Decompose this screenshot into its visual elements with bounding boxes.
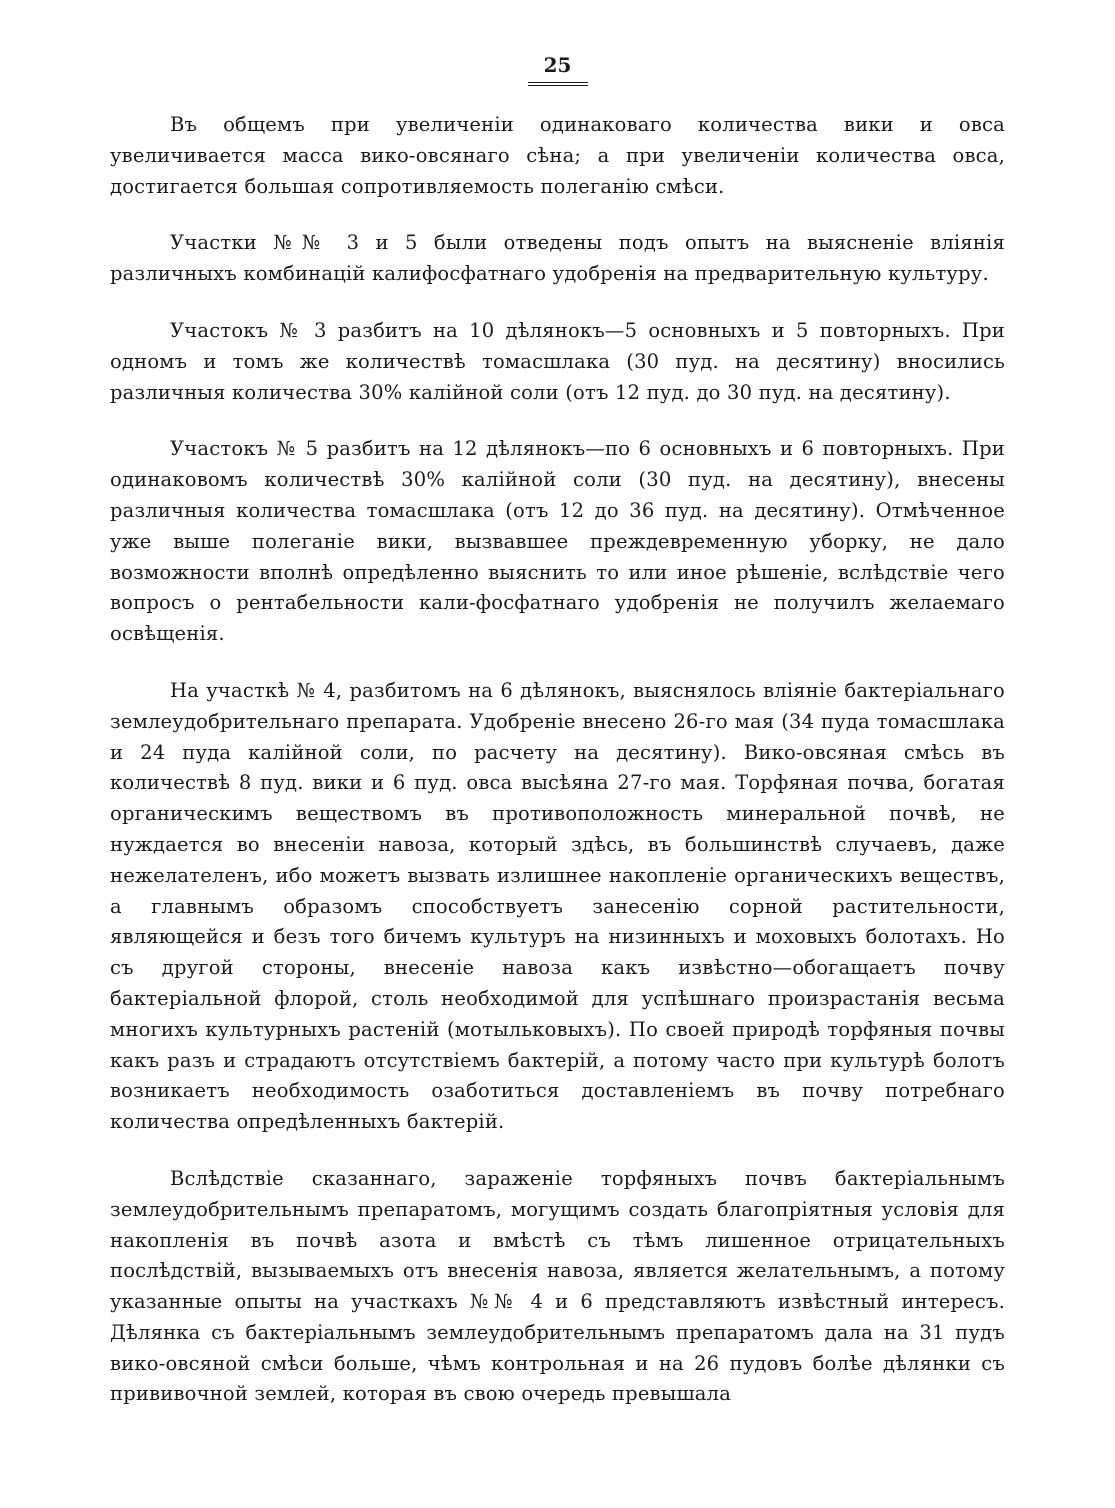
page-number-rule bbox=[528, 82, 588, 86]
paragraph-3: Участокъ № 3 разбитъ на 10 дѣлянокъ—5 основныхъ и 5 повторныхъ. При одномъ и томъ же количествѣ томасшлака (30 пуд. на десятину) вносились различныя количества 30% калійной соли (отъ 12 пуд. до 30 пуд. на десятину). bbox=[110, 318, 1005, 404]
document-page bbox=[110, 52, 1005, 1436]
paragraph-6: Вслѣдствіе сказаннаго, зараженіе торфяныхъ почвъ бактеріальнымъ землеудобрительнымъ препаратомъ, могущимъ создать благопріятныя условія для накопленія въ почвѣ азота и вмѣстѣ съ тѣмъ лишенное отрицательныхъ послѣдствій, вызываемыхъ отъ внесенія навоза, является желательнымъ, а потому указанные опыты на участкахъ №№ 4 и 6 представляютъ извѣстный интересъ. Дѣлянка съ бактеріальнымъ землеудобрительнымъ препаратомъ дала на 31 пудъ вико-овсяной смѣси больше, чѣмъ контрольная и на 26 пудовъ болѣе дѣлянки съ прививочной землей, которая въ свою очередь превышала bbox=[110, 1166, 1005, 1406]
page-number: 25 bbox=[543, 53, 572, 77]
paragraph-5: На участкѣ № 4, разбитомъ на 6 дѣлянокъ, выяснялось вліяніе бактеріальнаго землеудобрительнаго препарата. Удобреніе внесено 26-го мая (34 пуда томасшлака и 24 пуда калійной соли, по расчету на десятину). Вико-овсяная смѣсь въ количествѣ 8 пуд. вики и 6 пуд. овса высѣяна 27-го мая. Торфяная почва, богатая органическимъ веществомъ въ противоположность минеральной почвѣ, не нуждается во внесеніи навоза, который здѣсь, въ большинствѣ случаевъ, даже нежелателенъ, ибо можетъ вызвать излишнее накопленіе органическихъ веществъ, а главнымъ образомъ способствуетъ занесенію сорной растительности, являющейся и безъ того бичемъ культуръ на низинныхъ и моховыхъ болотахъ. Но съ другой стороны, внесеніе навоза какъ извѣстно—обогащаетъ почву бактеріальной флорой, столь необходимой для успѣшнаго произрастанія весьма многихъ культурныхъ растеній (мотыльковыхъ). По своей природѣ торфяныя почвы какъ разъ и страдаютъ отсутствіемъ бактерій, а потому часто при культурѣ болотъ возникаетъ необходимость озаботиться доставленіемъ въ почву потребнаго количества опредѣленныхъ бактерій. bbox=[110, 678, 1005, 1134]
paragraph-1: Въ общемъ при увеличеніи одинаковаго количества вики и овса увеличивается масса вико-овсянаго сѣна; а при увеличеніи количества овса, достигается большая сопротивляемость полеганію смѣси. bbox=[110, 113, 1005, 198]
paragraph-4: Участокъ № 5 разбитъ на 12 дѣлянокъ—по 6 основныхъ и 6 повторныхъ. При одинаковомъ количествѣ 30% калійной соли (30 пуд. на десятину), внесены различныя количества томасшлака (отъ 12 до 36 пуд. на десятину). Отмѣченное уже выше полеганіе вики, вызвавшее преждевременную уборку, не дало возможности вполнѣ опредѣленно выяснить то или иное рѣшеніе, вслѣдствіе чего вопросъ о рентабельности кали-фосфатнаго удобренія не получилъ желаемаго освѣщенія. bbox=[110, 437, 1005, 646]
paragraph-2: Участки №№ 3 и 5 были отведены подъ опытъ на выясненіе вліянія различныхъ комбинацій калифосфатнаго удобренія на предварительную культуру. bbox=[110, 231, 1005, 286]
